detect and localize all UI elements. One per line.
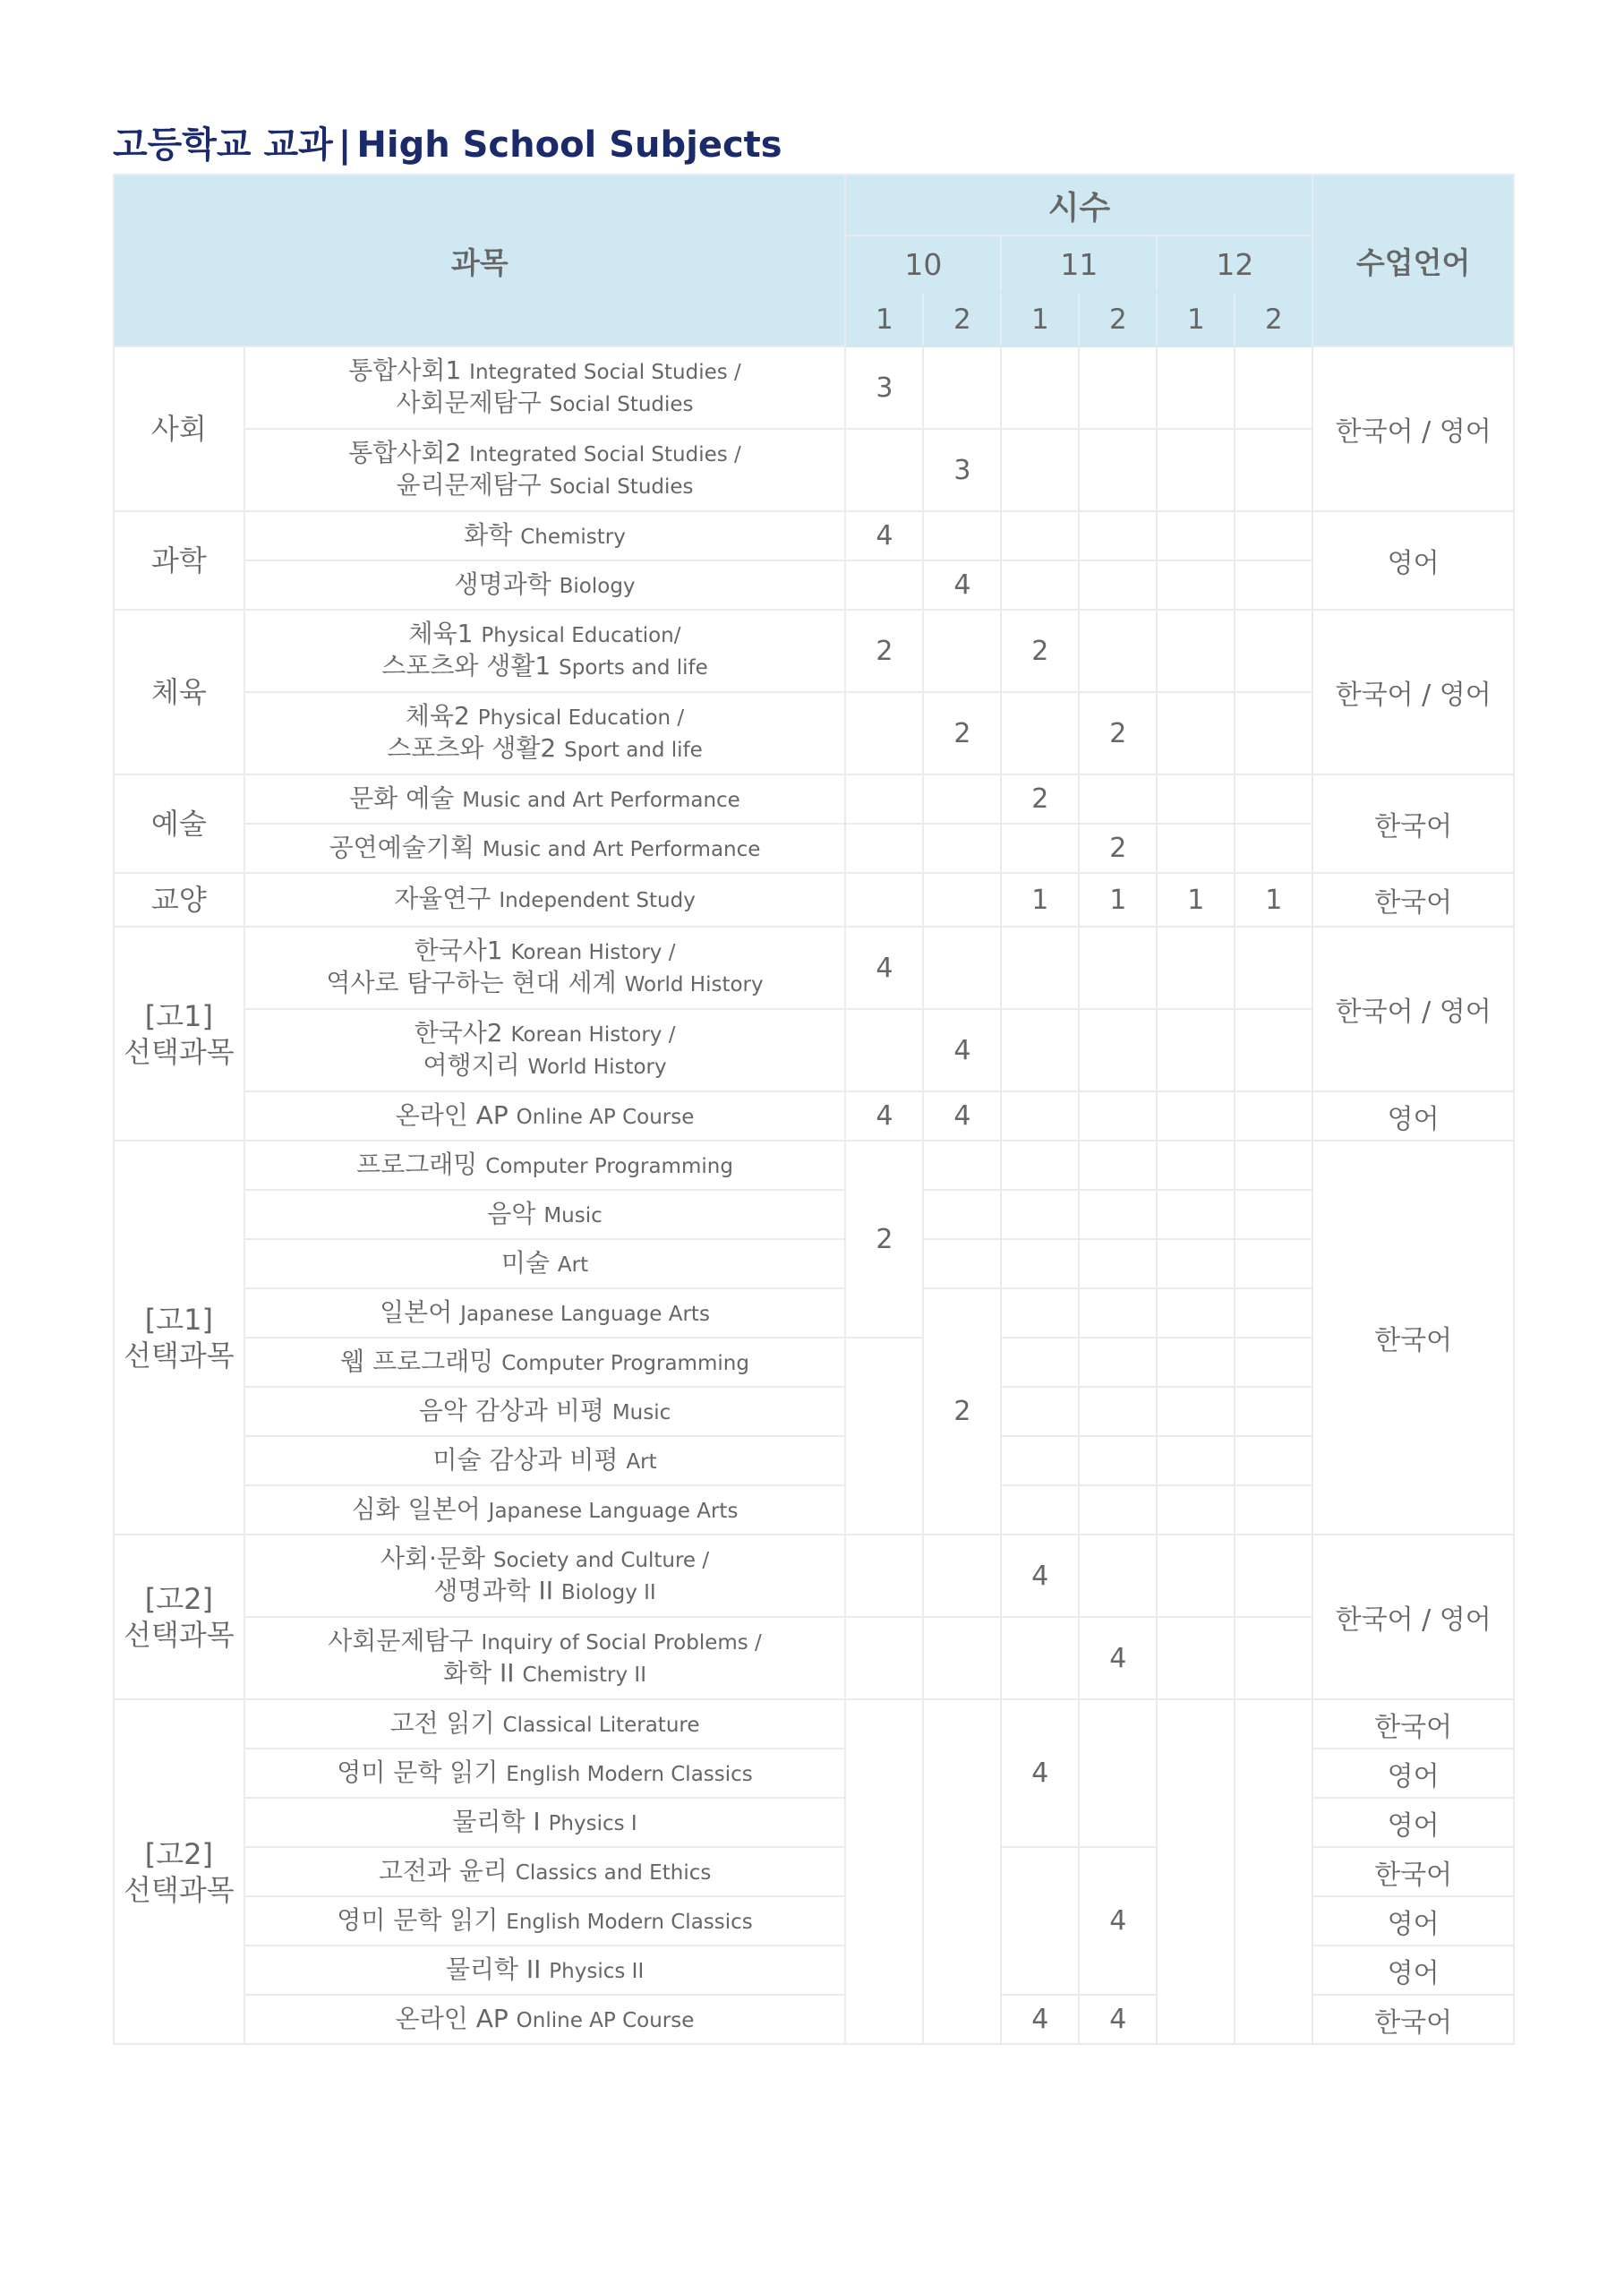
- language-cell: 한국어: [1312, 774, 1514, 873]
- hours-cell: 1: [1079, 873, 1157, 927]
- header-hours: 시수: [845, 175, 1312, 235]
- subject-cell: 온라인 AP Online AP Course: [244, 1091, 846, 1141]
- category-label: 체육: [114, 610, 244, 774]
- hours-cell: 4: [845, 511, 923, 560]
- category-label: [고1] 선택과목: [114, 927, 244, 1141]
- table-row: [114, 873, 1514, 927]
- language-cell: 영어: [1312, 1946, 1514, 1995]
- table-row: [114, 1141, 1514, 1190]
- category-label: 사회: [114, 346, 244, 511]
- category-label: 예술: [114, 774, 244, 873]
- hours-cell: 4: [1001, 1699, 1079, 1847]
- header-grade-11: 11: [1001, 235, 1157, 293]
- table-row: [114, 560, 1514, 610]
- subject-cell: 고전과 윤리 Classics and Ethics: [244, 1847, 846, 1896]
- table-row: [114, 1009, 1514, 1091]
- subject-cell: 음악 감상과 비평 Music: [244, 1387, 846, 1436]
- hours-cell: 2: [845, 1141, 923, 1338]
- header-grade-12: 12: [1157, 235, 1312, 293]
- header-grade-10: 10: [845, 235, 1001, 293]
- category-label: [고1] 선택과목: [114, 1141, 244, 1535]
- subject-cell: 사회·문화 Society and Culture / 생명과학 II Biology II: [244, 1535, 846, 1617]
- language-cell: 영어: [1312, 1749, 1514, 1798]
- language-cell: 영어: [1312, 1896, 1514, 1946]
- language-cell: 영어: [1312, 511, 1514, 610]
- hours-cell: 3: [845, 346, 923, 429]
- subject-cell: 문화 예술 Music and Art Performance: [244, 774, 846, 824]
- language-cell: 한국어 / 영어: [1312, 610, 1514, 774]
- subject-cell: 심화 일본어 Japanese Language Arts: [244, 1485, 846, 1535]
- header-subject: 과목: [114, 175, 845, 346]
- header-semester: 2: [1079, 293, 1157, 346]
- hours-cell: 4: [1001, 1535, 1079, 1617]
- table-row: [114, 1436, 1514, 1485]
- subject-cell: 미술 감상과 비평 Art: [244, 1436, 846, 1485]
- table-row: [114, 774, 1514, 824]
- hours-cell: 4: [845, 927, 923, 1009]
- hours-cell: 2: [1079, 824, 1157, 873]
- category-label: [고2] 선택과목: [114, 1535, 244, 1699]
- table-row: [114, 1535, 1514, 1617]
- hours-cell: 4: [923, 1009, 1001, 1091]
- table-row: [114, 1617, 1514, 1699]
- subject-cell: 웹 프로그래밍 Computer Programming: [244, 1338, 846, 1387]
- table-row: [114, 346, 1514, 429]
- subjects-table: [113, 174, 1515, 2045]
- table-row: [114, 1485, 1514, 1535]
- hours-cell: 3: [923, 429, 1001, 511]
- table-row: [114, 429, 1514, 511]
- category-label: [고2] 선택과목: [114, 1699, 244, 2044]
- hours-cell: 4: [923, 1091, 1001, 1141]
- subject-cell: 화학 Chemistry: [244, 511, 846, 560]
- table-row: [114, 927, 1514, 1009]
- page-title: [113, 118, 782, 172]
- category-label: 과학: [114, 511, 244, 610]
- title-en: High School Subjects: [356, 124, 782, 166]
- language-cell: 한국어: [1312, 1141, 1514, 1535]
- language-cell: 영어: [1312, 1091, 1514, 1141]
- table-row: [114, 1239, 1514, 1288]
- header-semester: 2: [1235, 293, 1312, 346]
- subject-cell: 한국사1 Korean History / 역사로 탐구하는 현대 세계 World History: [244, 927, 846, 1009]
- hours-cell: 1: [1001, 873, 1079, 927]
- subject-cell: 사회문제탐구 Inquiry of Social Problems / 화학 II Chemistry II: [244, 1617, 846, 1699]
- header-semester: 1: [1157, 293, 1235, 346]
- hours-cell: 2: [923, 1288, 1001, 1535]
- subject-cell: 미술 Art: [244, 1239, 846, 1288]
- language-cell: 한국어: [1312, 1847, 1514, 1896]
- language-cell: 한국어 / 영어: [1312, 346, 1514, 511]
- subject-cell: 체육2 Physical Education / 스포츠와 생활2 Sport and life: [244, 692, 846, 774]
- table-row: [114, 511, 1514, 560]
- subject-cell: 자율연구 Independent Study: [244, 873, 846, 927]
- table-row: [114, 1338, 1514, 1387]
- table-row: [114, 1190, 1514, 1239]
- hours-cell: 1: [1157, 873, 1235, 927]
- subject-cell: 물리학 I Physics I: [244, 1798, 846, 1847]
- hours-cell: 1: [1235, 873, 1312, 927]
- table-row: [114, 1699, 1514, 1749]
- subject-cell: 물리학 II Physics II: [244, 1946, 846, 1995]
- table-row: [114, 1387, 1514, 1436]
- subject-cell: 통합사회2 Integrated Social Studies / 윤리문제탐구 Social Studies: [244, 429, 846, 511]
- subject-cell: 체육1 Physical Education/ 스포츠와 생활1 Sports and life: [244, 610, 846, 692]
- title-ko: 고등학교 교과: [113, 124, 333, 166]
- hours-cell: 2: [845, 610, 923, 692]
- language-cell: 한국어: [1312, 873, 1514, 927]
- header-semester: 1: [1001, 293, 1079, 346]
- subject-cell: 온라인 AP Online AP Course: [244, 1995, 846, 2044]
- header-semester: 2: [923, 293, 1001, 346]
- hours-cell: 4: [923, 560, 1001, 610]
- table-row: [114, 692, 1514, 774]
- language-cell: 한국어 / 영어: [1312, 927, 1514, 1091]
- hours-cell: 4: [1001, 1995, 1079, 2044]
- header-semester: 1: [845, 293, 923, 346]
- subject-cell: 일본어 Japanese Language Arts: [244, 1288, 846, 1338]
- category-label: 교양: [114, 873, 244, 927]
- hours-cell: 2: [923, 692, 1001, 774]
- subject-cell: 영미 문학 읽기 English Modern Classics: [244, 1896, 846, 1946]
- table-row: [114, 1091, 1514, 1141]
- subject-cell: 영미 문학 읽기 English Modern Classics: [244, 1749, 846, 1798]
- subject-cell: 음악 Music: [244, 1190, 846, 1239]
- subject-cell: 한국사2 Korean History / 여행지리 World History: [244, 1009, 846, 1091]
- hours-cell: 2: [1079, 692, 1157, 774]
- subject-cell: 프로그래밍 Computer Programming: [244, 1141, 846, 1190]
- header-language: 수업언어: [1312, 175, 1514, 346]
- hours-cell: 4: [1079, 1847, 1157, 1995]
- hours-cell: 4: [845, 1091, 923, 1141]
- subject-cell: 통합사회1 Integrated Social Studies / 사회문제탐구 Social Studies: [244, 346, 846, 429]
- table-row: [114, 1288, 1514, 1338]
- hours-cell: 4: [1079, 1617, 1157, 1699]
- hours-cell: 4: [1079, 1995, 1157, 2044]
- language-cell: 한국어: [1312, 1699, 1514, 1749]
- hours-cell: 2: [1001, 610, 1079, 692]
- language-cell: 영어: [1312, 1798, 1514, 1847]
- table-row: [114, 610, 1514, 692]
- table-row: [114, 824, 1514, 873]
- subject-cell: 공연예술기획 Music and Art Performance: [244, 824, 846, 873]
- subject-cell: 생명과학 Biology: [244, 560, 846, 610]
- subject-cell: 고전 읽기 Classical Literature: [244, 1699, 846, 1749]
- hours-cell: 2: [1001, 774, 1079, 824]
- language-cell: 한국어 / 영어: [1312, 1535, 1514, 1699]
- title-separator: |: [338, 124, 352, 166]
- language-cell: 한국어: [1312, 1995, 1514, 2044]
